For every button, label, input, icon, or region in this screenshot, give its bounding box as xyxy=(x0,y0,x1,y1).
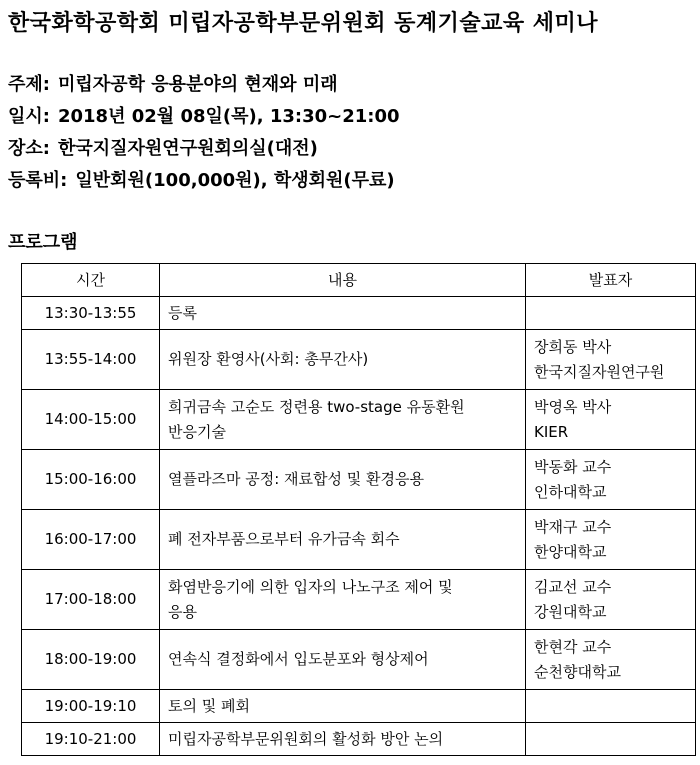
time-cell: 13:55-14:00 xyxy=(22,330,160,390)
presenter-cell xyxy=(526,630,696,690)
info-topic-label: 주제: xyxy=(8,74,50,95)
presenter-cell xyxy=(526,450,696,510)
info-fee-value: 일반회원(100,000원), 학생회원(무료) xyxy=(75,170,395,191)
presenter-cell xyxy=(526,297,696,330)
content-cell xyxy=(160,630,526,690)
content-line: 위원장 환영사(사회: 총무간사) xyxy=(168,350,369,368)
presenter-name: 장희동 박사 xyxy=(534,337,612,356)
info-topic xyxy=(8,70,338,96)
time-cell: 17:00-18:00 xyxy=(22,570,160,630)
content-line: 응용 xyxy=(168,602,197,621)
time-cell: 18:00-19:00 xyxy=(22,630,160,690)
presenter-name: 박영옥 박사 xyxy=(534,397,612,416)
content-line: 열플라즈마 공정: 재료합성 및 환경응용 xyxy=(168,470,424,488)
info-venue xyxy=(8,134,318,160)
content-cell xyxy=(160,450,526,510)
program-table xyxy=(21,263,696,756)
info-datetime-value: 2018년 02월 08일(목), 13:30~21:00 xyxy=(57,106,400,127)
presenter-cell xyxy=(526,690,696,723)
table-row xyxy=(22,690,696,723)
content-line: 미립자공학부문위원회의 활성화 방안 논의 xyxy=(168,729,444,748)
presenter-cell xyxy=(526,510,696,570)
info-fee-label: 등록비: xyxy=(8,170,68,191)
presenter-name: 박동화 교수 xyxy=(534,457,612,476)
table-row xyxy=(22,630,696,690)
table-row xyxy=(22,450,696,510)
presenter-name: 한현각 교수 xyxy=(534,637,612,656)
presenter-affiliation: 강원대학교 xyxy=(534,602,607,621)
content-line: 희귀금속 고순도 정련용 two-stage 유동환원 xyxy=(168,397,465,416)
presenter-affiliation: KIER xyxy=(534,422,569,441)
time-cell: 14:00-15:00 xyxy=(22,390,160,450)
info-venue-value: 한국지질자원연구원회의실(대전) xyxy=(57,138,318,159)
time-cell: 19:00-19:10 xyxy=(22,690,160,723)
info-topic-value: 미립자공학 응용분야의 현재와 미래 xyxy=(57,74,338,95)
content-cell xyxy=(160,723,526,756)
presenter-affiliation: 인하대학교 xyxy=(534,482,607,501)
content-line: 연속식 결정화에서 입도분포와 형상제어 xyxy=(168,650,429,668)
info-venue-label: 장소: xyxy=(8,138,50,159)
time-cell: 16:00-17:00 xyxy=(22,510,160,570)
presenter-cell xyxy=(526,570,696,630)
content-cell xyxy=(160,570,526,630)
presenter-name: 박재구 교수 xyxy=(534,517,612,536)
presenter-affiliation: 한양대학교 xyxy=(534,542,607,561)
presenter-affiliation: 순천향대학교 xyxy=(534,662,621,681)
info-fee xyxy=(8,166,395,192)
column-header-time: 시간 xyxy=(22,264,160,297)
table-row xyxy=(22,510,696,570)
presenter-cell xyxy=(526,723,696,756)
column-header-presenter: 발표자 xyxy=(526,264,696,297)
presenter-cell xyxy=(526,390,696,450)
content-cell xyxy=(160,330,526,390)
presenter-cell xyxy=(526,330,696,390)
table-row xyxy=(22,330,696,390)
table-row xyxy=(22,390,696,450)
info-datetime-label: 일시: xyxy=(8,106,50,127)
time-cell: 13:30-13:55 xyxy=(22,297,160,330)
table-row xyxy=(22,570,696,630)
time-cell: 15:00-16:00 xyxy=(22,450,160,510)
table-row xyxy=(22,297,696,330)
content-cell xyxy=(160,297,526,330)
program-heading: 프로그램 xyxy=(8,232,78,253)
table-row xyxy=(22,723,696,756)
info-datetime xyxy=(8,102,400,128)
column-header-content: 내용 xyxy=(160,264,526,297)
content-cell xyxy=(160,510,526,570)
time-cell: 19:10-21:00 xyxy=(22,723,160,756)
content-line: 반응기술 xyxy=(168,422,226,441)
content-line: 토의 및 폐회 xyxy=(168,696,250,715)
presenter-affiliation: 한국지질자원연구원 xyxy=(534,362,665,381)
content-line: 등록 xyxy=(168,303,197,322)
content-line: 화염반응기에 의한 입자의 나노구조 제어 및 xyxy=(168,577,453,596)
content-cell xyxy=(160,390,526,450)
presenter-name: 김교선 교수 xyxy=(534,577,612,596)
content-cell xyxy=(160,690,526,723)
content-line: 폐 전자부품으로부터 유가금속 회수 xyxy=(168,530,400,548)
page-title: 한국화학공학회 미립자공학부문위원회 동계기술교육 세미나 xyxy=(8,11,599,36)
